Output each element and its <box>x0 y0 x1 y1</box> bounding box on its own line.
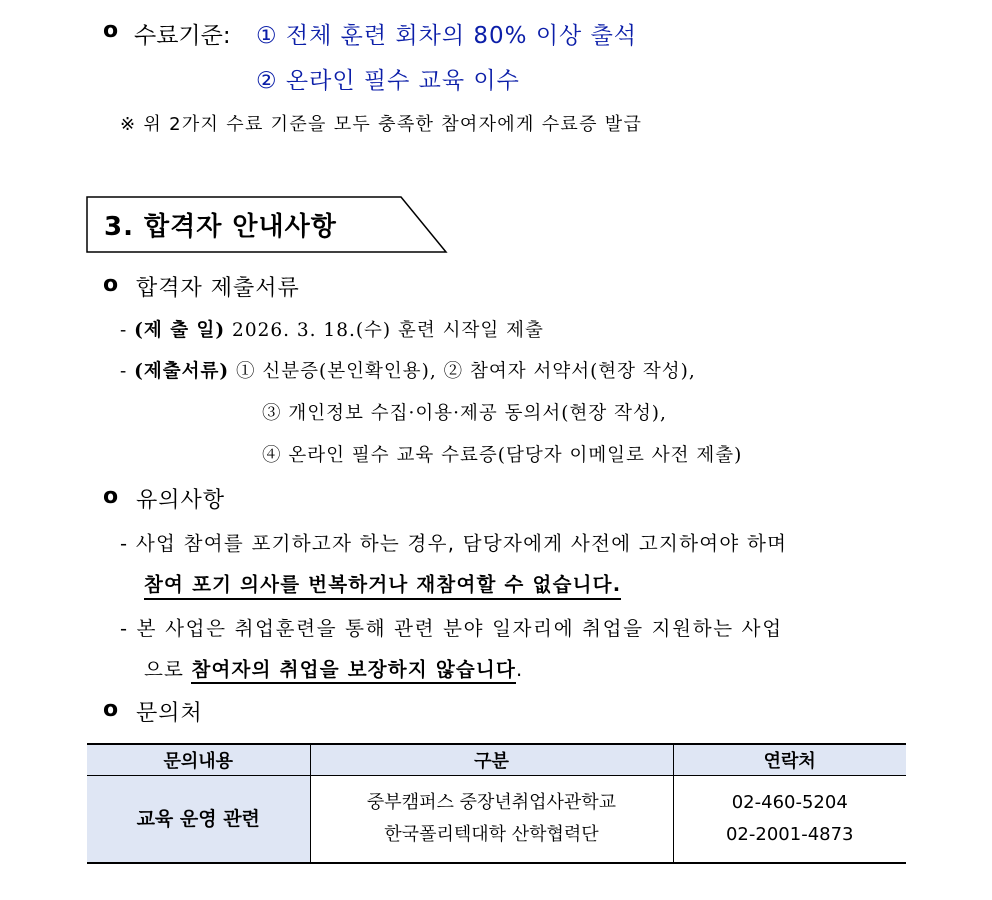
column-header-phone: 연락처 <box>673 744 906 776</box>
contact-phone-cell <box>673 776 906 864</box>
doc-item-2: ③ 개인정보 수집·이용·제공 동의서(현장 작성), <box>262 403 667 424</box>
caution-1-text: - 사업 참여를 포기하고자 하는 경우, 담당자에게 사전에 고지하여야 하며 <box>120 532 788 555</box>
doc-item-1: ① 신분증(본인확인용), ② 참여자 서약서(현장 작성), <box>236 361 696 382</box>
submission-docs-line <box>120 357 696 383</box>
caution-1-emphasis: 참여 포기 의사를 번복하거나 재참여할 수 없습니다. <box>144 569 621 600</box>
caution-2-emphasis: 참여자의 취업을 보장하지 않습니다 <box>191 658 516 684</box>
criteria-item-attendance: ① 전체 훈련 회차의 80% 이상 출석 <box>256 23 638 49</box>
contact-topic-cell: 교육 운영 관련 <box>87 776 310 864</box>
contact-bullet: o <box>103 697 119 722</box>
section-title: 3. 합격자 안내사항 <box>104 212 337 242</box>
column-header-topic: 문의내용 <box>87 744 310 776</box>
table-row <box>87 776 906 864</box>
submission-docs-label: (제출서류) <box>134 361 230 382</box>
cautions-bullet: o <box>103 484 119 509</box>
contact-heading: 문의처 <box>136 701 203 726</box>
division-line-2: 한국폴리텍대학 산학협력단 <box>384 824 599 845</box>
contact-division-cell <box>310 776 673 864</box>
phone-number-2: 02-2001-4873 <box>725 824 854 845</box>
caution-2-suffix: . <box>516 658 524 681</box>
contact-table-header-row <box>87 744 906 776</box>
submission-date-label: (제 출 일) <box>134 320 226 341</box>
cautions-heading: 유의사항 <box>136 488 226 513</box>
submission-date-line <box>120 316 544 342</box>
documents-bullet: o <box>103 272 119 297</box>
caution-2-prefix: 으로 <box>144 658 192 681</box>
documents-heading: 합격자 제출서류 <box>136 276 300 301</box>
submission-docs-dash: - <box>120 361 135 382</box>
criteria-bullet: o <box>103 18 119 43</box>
criteria-note: ※ 위 2가지 수료 기준을 모두 충족한 참여자에게 수료증 발급 <box>120 114 643 135</box>
criteria-item-online-course: ② 온라인 필수 교육 이수 <box>256 68 520 94</box>
contact-table <box>87 743 906 864</box>
doc-item-3: ④ 온라인 필수 교육 수료증(담당자 이메일로 사전 제출) <box>262 445 743 466</box>
division-line-1: 중부캠퍼스 중장년취업사관학교 <box>366 792 617 813</box>
submission-date-dash: - <box>120 320 135 341</box>
column-header-division: 구분 <box>310 744 673 776</box>
criteria-label: 수료기준: <box>134 23 231 49</box>
submission-date-value: 2026. 3. 18.(수) 훈련 시작일 제출 <box>232 320 544 341</box>
phone-number-1: 02-460-5204 <box>731 792 848 813</box>
caution-2-text: - 본 사업은 취업훈련을 통해 관련 분야 일자리에 취업을 지원하는 사업 <box>120 617 783 640</box>
caution-2-line2 <box>144 654 523 682</box>
